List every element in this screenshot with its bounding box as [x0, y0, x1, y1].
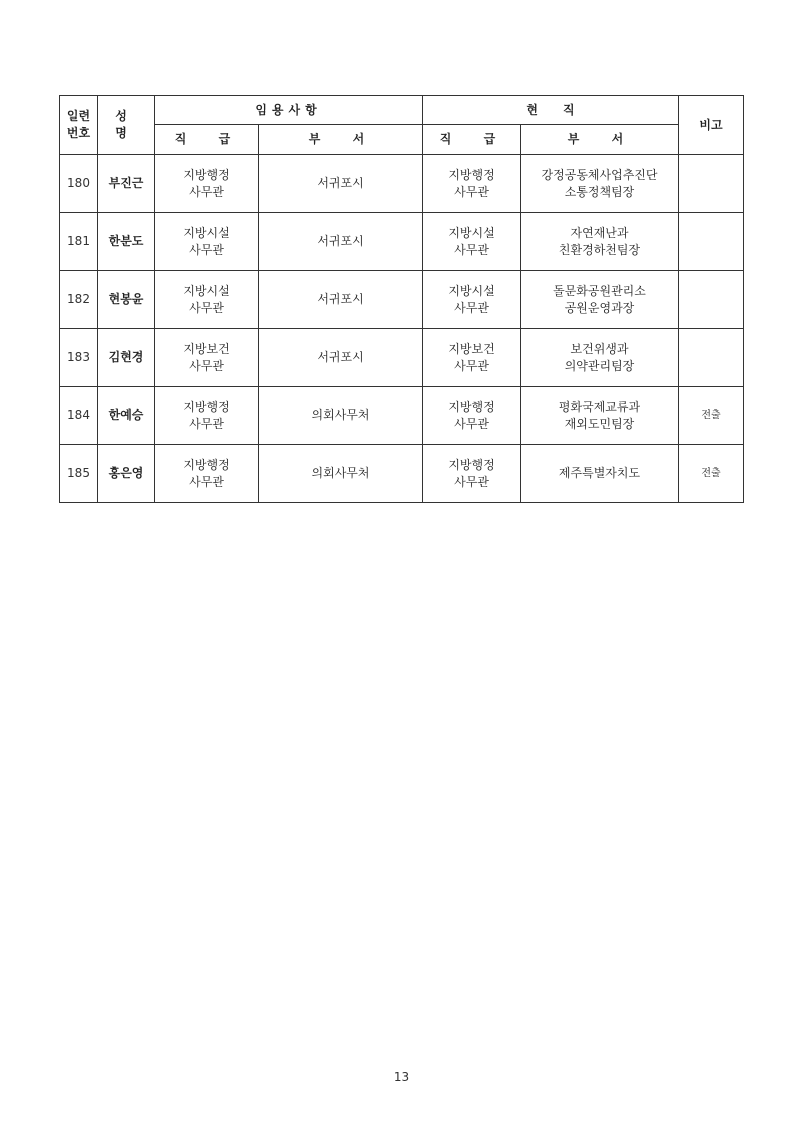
- person-name: 한분도: [98, 213, 155, 271]
- table-row: [60, 445, 744, 503]
- current-rank-line2: 사무관: [454, 474, 489, 489]
- appointment-rank-header: 직 급: [155, 125, 259, 155]
- person-name: 김현경: [98, 329, 155, 387]
- appointment-header: 임용사항: [155, 96, 423, 125]
- remarks-header: 비고: [679, 96, 744, 155]
- current-rank: [423, 155, 521, 213]
- appointment-rank-line2: 사무관: [189, 416, 224, 431]
- table-row: [60, 271, 744, 329]
- appointment-dept: 서귀포시: [259, 329, 423, 387]
- current-dept-line2: 공원운영과장: [564, 300, 635, 315]
- current-rank-line1: 지방행정: [448, 457, 495, 472]
- appointment-rank-line1: 지방행정: [183, 457, 230, 472]
- appointment-dept: 서귀포시: [259, 155, 423, 213]
- appointment-rank: [155, 387, 259, 445]
- appointment-rank-line1: 지방행정: [183, 399, 230, 414]
- appointment-rank-line2: 사무관: [189, 300, 224, 315]
- remarks-cell: 전출: [679, 387, 744, 445]
- current-rank: [423, 213, 521, 271]
- current-rank-line2: 사무관: [454, 416, 489, 431]
- current-header: 현 직: [423, 96, 679, 125]
- current-rank-line1: 지방시설: [448, 225, 495, 240]
- row-number: 183: [60, 329, 98, 387]
- seq-header: [60, 96, 98, 155]
- current-dept-header: 부 서: [521, 125, 679, 155]
- remarks-cell: [679, 155, 744, 213]
- appointment-rank-line2: 사무관: [189, 358, 224, 373]
- current-rank-line1: 지방행정: [448, 167, 495, 182]
- remarks-cell: [679, 329, 744, 387]
- appointment-dept: 의회사무처: [259, 445, 423, 503]
- remarks-cell: [679, 213, 744, 271]
- current-rank-line1: 지방행정: [448, 399, 495, 414]
- appointment-rank: [155, 213, 259, 271]
- row-number: 185: [60, 445, 98, 503]
- appointment-dept: 서귀포시: [259, 271, 423, 329]
- seq-header-line1: 일련: [66, 109, 91, 123]
- current-rank-header: 직 급: [423, 125, 521, 155]
- current-rank: [423, 387, 521, 445]
- appointment-rank-line1: 지방시설: [183, 225, 230, 240]
- current-rank-line2: 사무관: [454, 300, 489, 315]
- table-row: [60, 329, 744, 387]
- table-header: [60, 96, 744, 155]
- current-dept-line2: 소통정책팀장: [564, 184, 635, 199]
- appointment-rank-line2: 사무관: [189, 184, 224, 199]
- current-dept-line2: 의약관리팀장: [564, 358, 635, 373]
- page-number: 13: [393, 1070, 410, 1084]
- appointment-rank-line1: 지방보건: [183, 341, 230, 356]
- row-number: 181: [60, 213, 98, 271]
- appointment-dept: 의회사무처: [259, 387, 423, 445]
- appointment-rank-line2: 사무관: [189, 474, 224, 489]
- remarks-cell: [679, 271, 744, 329]
- table-row: [60, 213, 744, 271]
- table-body: [60, 155, 744, 503]
- current-rank: [423, 329, 521, 387]
- current-dept: [521, 155, 679, 213]
- person-name: 부진근: [98, 155, 155, 213]
- personnel-table: [59, 95, 744, 503]
- current-dept: [521, 271, 679, 329]
- row-number: 184: [60, 387, 98, 445]
- appointment-rank: [155, 329, 259, 387]
- table-row: [60, 155, 744, 213]
- current-dept: [521, 213, 679, 271]
- name-header: 성 명: [98, 96, 155, 155]
- current-dept: [521, 445, 679, 503]
- current-rank-line1: 지방시설: [448, 283, 495, 298]
- appointment-rank: [155, 445, 259, 503]
- current-dept-line1: 제주특별자치도: [558, 466, 641, 480]
- current-rank-line1: 지방보건: [448, 341, 495, 356]
- appointment-rank-line1: 지방행정: [183, 167, 230, 182]
- current-dept-line1: 평화국제교류과: [558, 399, 641, 414]
- appointment-dept-header: 부 서: [259, 125, 423, 155]
- table-row: [60, 387, 744, 445]
- current-rank-line2: 사무관: [454, 242, 489, 257]
- current-dept-line2: 재외도민팀장: [564, 416, 635, 431]
- current-rank-line2: 사무관: [454, 184, 489, 199]
- current-dept-line2: 친환경하천팀장: [558, 242, 641, 257]
- current-rank: [423, 271, 521, 329]
- current-dept-line1: 보건위생과: [570, 341, 629, 356]
- current-dept: [521, 329, 679, 387]
- appointment-rank: [155, 271, 259, 329]
- current-dept: [521, 387, 679, 445]
- appointment-rank: [155, 155, 259, 213]
- person-name: 현봉윤: [98, 271, 155, 329]
- appointment-dept: 서귀포시: [259, 213, 423, 271]
- remarks-cell: 전출: [679, 445, 744, 503]
- current-dept-line1: 돌문화공원관리소: [553, 283, 646, 298]
- current-rank-line2: 사무관: [454, 358, 489, 373]
- person-name: 한예승: [98, 387, 155, 445]
- row-number: 180: [60, 155, 98, 213]
- current-dept-line1: 강정공동체사업추진단: [541, 167, 658, 182]
- current-rank: [423, 445, 521, 503]
- appointment-rank-line1: 지방시설: [183, 283, 230, 298]
- appointment-rank-line2: 사무관: [189, 242, 224, 257]
- row-number: 182: [60, 271, 98, 329]
- person-name: 홍은영: [98, 445, 155, 503]
- seq-header-line2: 번호: [66, 126, 91, 140]
- current-dept-line1: 자연재난과: [570, 225, 629, 240]
